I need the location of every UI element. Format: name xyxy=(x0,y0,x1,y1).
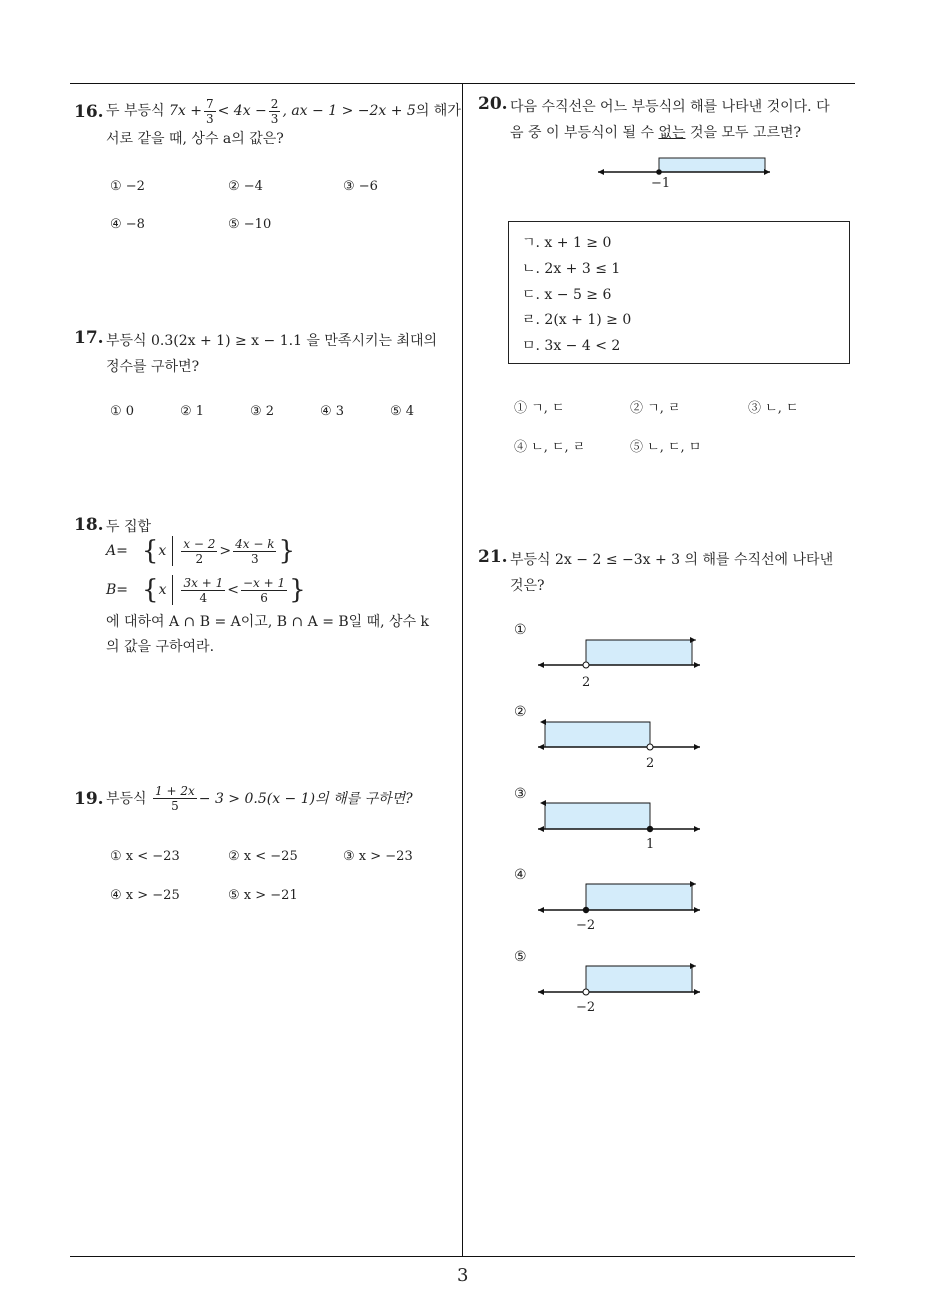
box-item: ㄷ. x − 5 ≥ 6 xyxy=(522,287,612,303)
option-3[interactable]: ③ −6 xyxy=(343,179,378,194)
option-5[interactable]: ⑤ ㄴ, ㄷ, ㅁ xyxy=(630,440,702,455)
option-4[interactable]: ④ ㄴ, ㄷ, ㄹ xyxy=(514,440,586,455)
page-number: 3 xyxy=(457,1265,469,1286)
option-4[interactable]: ④ −8 xyxy=(110,217,145,232)
option-3[interactable]: ③ x > −23 xyxy=(343,849,413,864)
question-text-line2: 것은? xyxy=(510,578,545,594)
open-point xyxy=(583,662,589,668)
number-line-choice-1[interactable] xyxy=(532,632,712,672)
solution-shade xyxy=(586,640,692,665)
question-number: 17. xyxy=(74,328,104,348)
question-text-line4: 에 대하여 A ∩ B = A이고, B ∩ A = B일 때, 상수 k xyxy=(106,614,430,630)
choice-marker[interactable]: ② xyxy=(514,704,527,720)
option-5[interactable]: ⑤ 4 xyxy=(390,404,415,419)
question-text: 부등식 $\frac{1 + 2x}{5}$ − 3 > 0.5(x − 1)의 해를 구하면? xyxy=(106,783,413,813)
choice-marker[interactable]: ④ xyxy=(514,867,527,883)
question-text-line2: 정수를 구하면? xyxy=(106,359,200,375)
axis-label: 2 xyxy=(646,756,655,771)
question-text-line1: 두 부등식 7x + $\frac{7}{3}$ < 4x − $\frac{2}{3}$ , ax − 1 > −2x + 5 의 해가 xyxy=(106,96,461,126)
solution-shade xyxy=(586,884,692,910)
choice-marker[interactable]: ③ xyxy=(514,786,527,802)
option-1[interactable]: ① ㄱ, ㄷ xyxy=(514,401,565,416)
option-1[interactable]: ① −2 xyxy=(110,179,145,194)
closed-point xyxy=(647,826,653,832)
box-item: ㅁ. 3x − 4 < 2 xyxy=(522,338,621,354)
question-text-line2: 음 중 이 부등식이 될 수 없는 것을 모두 고르면? xyxy=(510,125,802,141)
fraction: $\frac{3x + 1}{4}$ xyxy=(183,575,224,605)
question-number: 21. xyxy=(478,547,508,567)
axis-label: 2 xyxy=(582,675,591,690)
open-point xyxy=(583,989,589,995)
axis-label: −2 xyxy=(576,1000,596,1015)
question-text-line1: 부등식 0.3(2x + 1) ≥ x − 1.1 을 만족시키는 최대의 xyxy=(106,333,438,349)
question-text-line1: 부등식 2x − 2 ≤ −3x + 3 의 해를 수직선에 나타낸 xyxy=(510,552,834,568)
option-2[interactable]: ② 1 xyxy=(180,404,205,419)
option-2[interactable]: ② −4 xyxy=(228,179,263,194)
choice-marker[interactable]: ① xyxy=(514,622,527,638)
axis-label: 1 xyxy=(646,837,655,852)
fraction: $\frac{2}{3}$ xyxy=(270,96,279,126)
choice-marker[interactable]: ⑤ xyxy=(514,949,527,965)
closed-point xyxy=(583,907,589,913)
question-number: 20. xyxy=(478,94,508,114)
fraction: $\frac{4x - k}{3}$ xyxy=(235,536,275,566)
question-text-line1: 두 집합 xyxy=(106,519,152,535)
question-text-line5: 의 값을 구하여라. xyxy=(106,639,215,655)
number-line-choice-5[interactable] xyxy=(532,959,712,999)
option-2[interactable]: ② x < −25 xyxy=(228,849,298,864)
box-item: ㄹ. 2(x + 1) ≥ 0 xyxy=(522,312,632,328)
option-1[interactable]: ① x < −23 xyxy=(110,849,180,864)
closed-point xyxy=(656,169,662,175)
bottom-rule xyxy=(70,1256,855,1257)
fraction: $\frac{7}{3}$ xyxy=(205,96,214,126)
question-number: 16. xyxy=(74,102,104,122)
solution-shade xyxy=(659,158,765,172)
fraction: $\frac{x - 2}{2}$ xyxy=(183,536,216,566)
set-b: B= { x $\frac{3x + 1}{4}$ < $\frac{-x + 1}{6}$ } xyxy=(106,575,306,605)
question-number: 18. xyxy=(74,515,104,535)
axis-label: −2 xyxy=(576,918,596,933)
option-4[interactable]: ④ 3 xyxy=(320,404,345,419)
option-3[interactable]: ③ ㄴ, ㄷ xyxy=(748,401,799,416)
box-item: ㄴ. 2x + 3 ≤ 1 xyxy=(522,261,621,277)
number-line-choice-3[interactable] xyxy=(532,796,712,836)
fraction: $\frac{-x + 1}{6}$ xyxy=(242,575,286,605)
question-text-line2: 서로 같을 때, 상수 a의 값은? xyxy=(106,131,284,147)
open-point xyxy=(647,744,653,750)
solution-shade xyxy=(545,722,650,747)
fraction: $\frac{1 + 2x}{5}$ xyxy=(155,783,195,813)
solution-shade xyxy=(545,803,650,829)
box-item: ㄱ. x + 1 ≥ 0 xyxy=(522,235,612,251)
axis-label: −1 xyxy=(651,176,671,191)
option-4[interactable]: ④ x > −25 xyxy=(110,888,180,903)
question-number: 19. xyxy=(74,789,104,809)
option-2[interactable]: ② ㄱ, ㄹ xyxy=(630,401,681,416)
option-1[interactable]: ① 0 xyxy=(110,404,135,419)
solution-shade xyxy=(586,966,692,992)
question-text-line1: 다음 수직선은 어느 부등식의 해를 나타낸 것이다. 다 xyxy=(510,99,830,115)
number-line-choice-2[interactable] xyxy=(532,714,712,754)
option-5[interactable]: ⑤ −10 xyxy=(228,217,272,232)
option-3[interactable]: ③ 2 xyxy=(250,404,275,419)
column-divider xyxy=(462,83,463,1256)
set-a: A= { x $\frac{x - 2}{2}$ > $\frac{4x - k}{3}$ } xyxy=(106,536,296,566)
number-line xyxy=(590,152,790,192)
option-5[interactable]: ⑤ x > −21 xyxy=(228,888,298,903)
number-line-choice-4[interactable] xyxy=(532,877,712,917)
